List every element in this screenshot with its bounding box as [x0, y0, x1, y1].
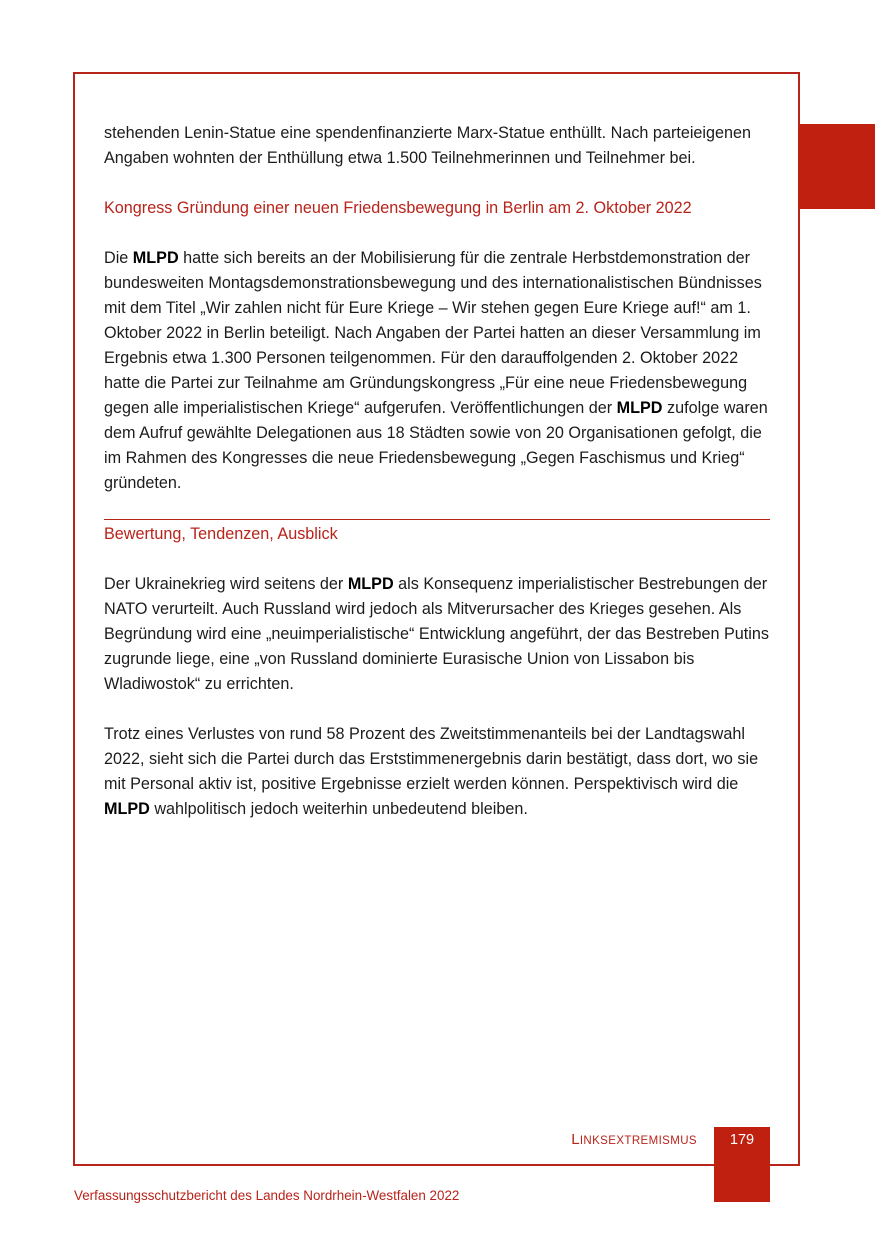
section-label: LINKSEXTREMISMUS: [571, 1131, 697, 1148]
mlpd-bold: MLPD: [616, 399, 663, 417]
chapter-tab-marker: [799, 124, 875, 209]
heading-kongress: Kongress Gründung einer neuen Friedensbewegung in Berlin am 2. Oktober 2022: [104, 199, 692, 217]
paragraph-wahl: Trotz eines Verlustes von rund 58 Prozent des Zweitstimmenanteils bei der Landtagswahl 2022, sieht sich die Partei durch das Erststimmenergebnis darin bestätigt, dass dort, wo sie mit Personal aktiv ist, positive Ergebnisse erzielt werden können. Perspektivisch wird die MLPD wahlpolitisch jedoch weiterhin unbedeutend bleiben.: [104, 725, 759, 818]
section-divider: [104, 519, 770, 520]
paragraph-intro: stehenden Lenin-Statue eine spendenfinanzierte Marx-Statue enthüllt. Nach parteieigenen Angaben wohnten der Enthüllung etwa 1.500 Teilnehmerinnen und Teilnehmer bei.: [104, 124, 752, 167]
paragraph-kongress: Die MLPD hatte sich bereits an der Mobilisierung für die zentrale Herbstdemonstration der bundesweiten Montagsdemonstrationsbewegung und des internationalistischen Bündnisses mit dem Titel „Wir zahlen nicht für Eure Kriege – Wir stehen gegen Eure Kriege auf!“ am 1. Oktober 2022 in Berlin beteiligt. Nach Angaben der Partei hatten an dieser Versammlung im Ergebnis etwa 1.300 Personen teilgenommen. Für den darauffolgenden 2. Oktober 2022 hatte die Partei zur Teilnahme am Gründungskongress „Für eine neue Friedensbewegung gegen alle imperialistischen Kriege“ aufgerufen. Veröffentlichungen der MLPD zufolge waren dem Aufruf gewählte Delegationen aus 18 Städten sowie von 20 Organisationen gefolgt, die im Rahmen des Kongresses die neue Friedensbewegung „Gegen Faschismus und Krieg“ gründeten.: [104, 249, 768, 492]
heading-bewertung: Bewertung, Tendenzen, Ausblick: [104, 525, 338, 543]
paragraph-ukraine: Der Ukrainekrieg wird seitens der MLPD als Konsequenz imperialistischer Bestrebungen der NATO verurteilt. Auch Russland wird jedoch als Mitverursacher des Krieges gesehen. Als Begründung wird eine „neuimperialistische“ Entwicklung angeführt, der das Bestreben Putins zugrunde liege, eine „von Russland dominierte Eurasische Union von Lissabon bis Wladiwostok“ zu errichten.: [104, 575, 769, 693]
mlpd-bold: MLPD: [347, 575, 394, 593]
mlpd-bold: MLPD: [132, 249, 179, 267]
running-footer: Verfassungsschutzbericht des Landes Nordrhein-Westfalen 2022: [74, 1188, 460, 1203]
mlpd-bold: MLPD: [104, 800, 150, 818]
main-content: [104, 121, 770, 847]
page-number: 179: [729, 1132, 755, 1148]
